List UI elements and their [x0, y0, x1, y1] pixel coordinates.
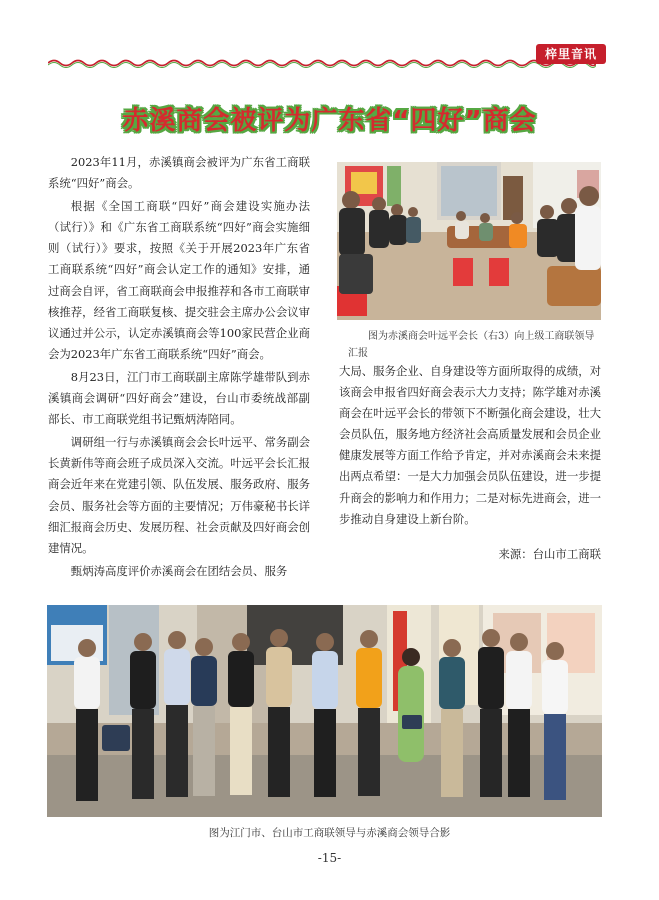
group-photo-illustration	[47, 605, 602, 817]
paragraph: 大局、服务企业、自身建设等方面所取得的成绩，对该商会申报省四好商会表示大力支持；陈学雄对赤溪商会在叶远平会长的带领下不断强化商会建设，壮大会员队伍，服务地方经济社会高质量发展和会员企业健康发展等方面工作给予肯定，并对赤溪商会未来提出两点希望：一是大力加强会员队伍建设，进一步提升商会的影响力和作用力；二是对标先进商会，进一步推动自身建设上新台阶。	[339, 364, 601, 526]
section-tag: 梓里音讯	[536, 44, 606, 64]
article-title: 赤溪商会被评为广东省“四好”商会	[122, 106, 537, 136]
meeting-photo-caption: 图为赤溪商会叶远平会长（右3）向上级工商联领导汇报	[348, 331, 595, 359]
paragraph: 甄炳涛高度评价赤溪商会在团结会员、服务	[70, 563, 288, 578]
paragraph: 8月23日，江门市工商联副主席陈学雄带队到赤溪镇商会调研“四好商会”建设，台山市委统战部副部长、市工商联党组书记甄炳涛陪同。	[48, 369, 310, 427]
paragraph: 根据《全国工商联“四好”商会建设实施办法（试行）》和《广东省工商联系统“四好”商会实施细则（试行）》要求，按照《关于开展2023年广东省工商联系统“四好”商会认定工作的通知》安排，通过商会自评，省工商联商会申报推荐和各市工商联审核推荐，经省工商联复核、提交驻会主席办公会议审议通过并公示，认定赤溪镇商会等100家民营企业商会为2023年广东省工商联系统“四好”商会。	[48, 199, 310, 361]
article-right-column	[339, 361, 601, 530]
group-photo-caption: 图为江门市、台山市工商联领导与赤溪商会领导合影	[208, 827, 451, 839]
header-wave-divider	[48, 58, 596, 68]
paragraph: 2023年11月，赤溪镇商会被评为广东省工商联系统“四好”商会。	[48, 155, 310, 191]
page-number: -15-	[317, 851, 342, 865]
paragraph: 调研组一行与赤溪镇商会会长叶远平、常务副会长黄新伟等商会班子成员深入交流。叶远平会长汇报商会近年来在党建引领、队伍发展、服务政府、服务会员、服务社会等方面的主要情况；万伟豪秘书长详细汇报商会历史、发展历程、社会贡献及四好商会创建情况。	[48, 435, 311, 555]
group-photo	[47, 605, 602, 817]
article-source: 来源：台山市工商联	[498, 547, 601, 561]
article-left-column	[48, 152, 310, 584]
meeting-photo	[337, 162, 601, 320]
meeting-photo-illustration	[337, 162, 601, 320]
